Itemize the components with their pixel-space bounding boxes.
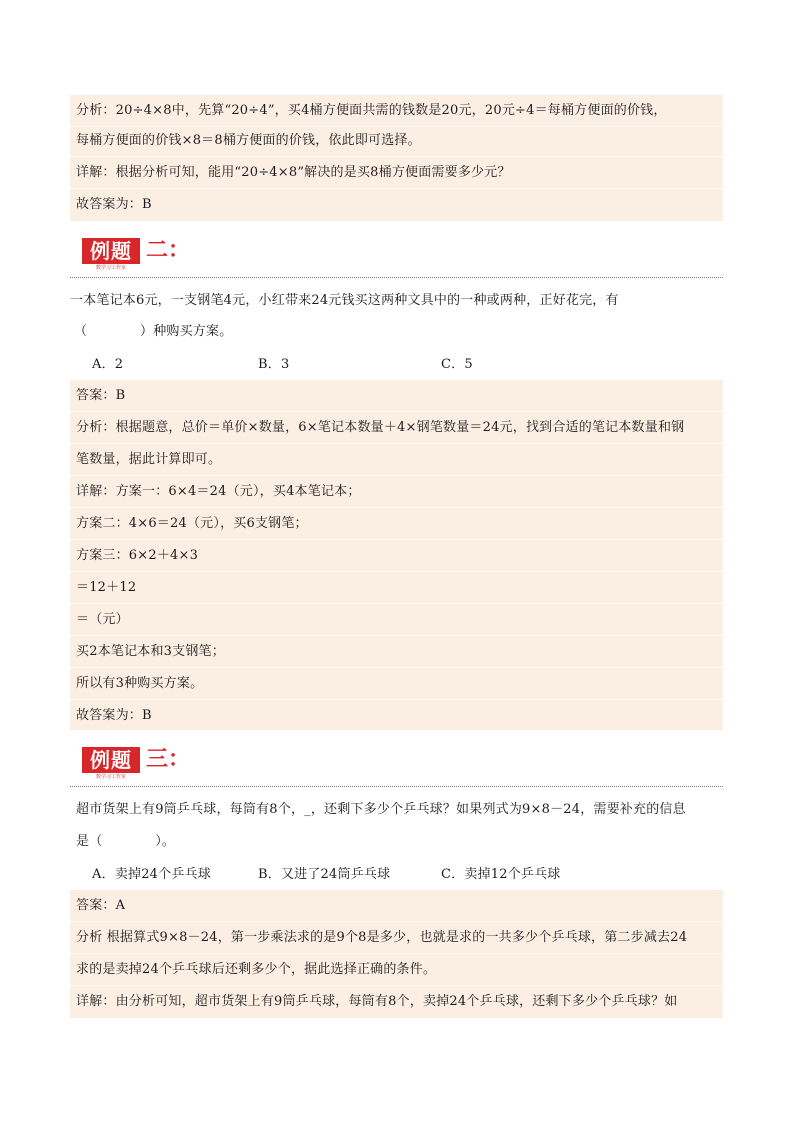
answer-line: 答案：A (70, 890, 723, 922)
example-number: 二： (146, 238, 191, 263)
option-a: A．卖掉24个乒乓球 (92, 867, 211, 882)
question-text: （ ）种购买方案。 (74, 324, 233, 339)
detail-line: 详解：由分析可知，超市货架上有9筒乒乓球，每筒有8个，卖掉24个乒乓球，还剩下多少个乒乓球？如 (76, 994, 678, 1009)
option-b: B．又进了24筒乒乓球 (258, 867, 391, 882)
analysis-line: 求的是卖掉24个乒乓球后还剩多少个，据此选择正确的条件。 (70, 954, 723, 986)
answer-block-3 (70, 890, 723, 1018)
question-text: 一本笔记本6元，一支钢笔4元，小红带来24元钱买这两种文具中的一种或两种，正好花完，有 (70, 293, 619, 308)
detail-line: 所以有3种购买方案。 (70, 668, 723, 700)
heading-divider (70, 786, 723, 787)
answer-block-1 (70, 95, 723, 221)
detail-line: 方案三：6×2＋4×3 (70, 540, 723, 572)
detail-line: ＝12＋12 (70, 572, 723, 604)
option-c: C．卖掉12个乒乓球 (441, 867, 561, 882)
badge-subtitle: 数学习工作室 (95, 265, 126, 271)
conclusion-line: 故答案为：B (76, 197, 152, 212)
example-badge: 例题 (82, 238, 140, 264)
detail-line: ＝（元） (70, 604, 723, 636)
question-text: 是（ ）。 (76, 834, 176, 849)
detail-line: 详解：根据分析可知，能用“20÷4×8”解决的是买8桶方便面需要多少元？ (70, 157, 723, 189)
question-text: 超市货架上有9筒乒乓球，每筒有8个，_，还剩下多少个乒乓球？如果列式为9×8－24，需要补充的信息 (76, 802, 686, 817)
answer-line: 答案：B (70, 380, 723, 412)
detail-line: 方案二：4×6＝24（元），买6支钢笔； (70, 508, 723, 540)
analysis-line: 分析：20÷4×8中，先算“20÷4”，买4桶方便面共需的钱数是20元，20元÷4＝每桶方便面的价钱， (70, 95, 723, 127)
detail-line: 买2本笔记本和3支钢笔； (70, 636, 723, 668)
conclusion-line: 故答案为：B (76, 708, 152, 723)
analysis-line: 笔数量，据此计算即可。 (70, 444, 723, 476)
badge-subtitle: 数学习工作室 (95, 774, 126, 780)
analysis-line: 分析 根据算式9×8－24，第一步乘法求的是9个8是多少，也就是求的一共多少个乒乓球，第二步减去24 (70, 922, 723, 954)
option-a: A．2 (92, 357, 124, 372)
example-badge: 例题 (82, 747, 140, 773)
analysis-line: 每桶方便面的价钱×8＝8桶方便面的价钱，依此即可选择。 (70, 125, 723, 157)
example-number: 三： (146, 747, 191, 772)
analysis-line: 分析：根据题意，总价＝单价×数量，6×笔记本数量＋4×钢笔数量＝24元，找到合适的笔记本数量和钢 (70, 412, 723, 444)
detail-line: 详解：方案一：6×4＝24（元），买4本笔记本； (70, 476, 723, 508)
example-heading-2 (82, 238, 722, 274)
option-c: C．5 (441, 357, 473, 372)
answer-block-2 (70, 380, 723, 730)
option-b: B．3 (258, 357, 290, 372)
example-heading-3 (82, 747, 722, 783)
heading-divider (70, 277, 723, 278)
